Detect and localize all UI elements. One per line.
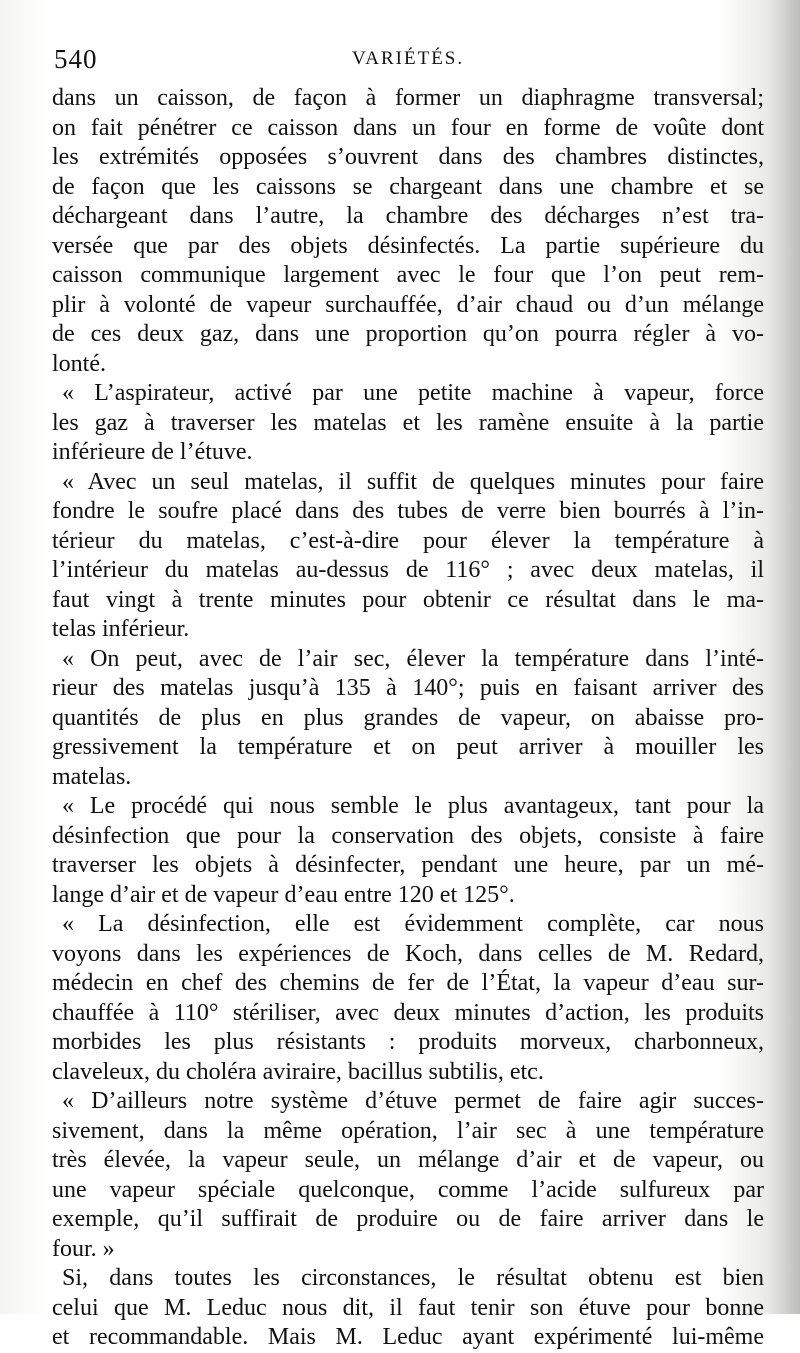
text-line: une vapeur spéciale quelconque, comme l’acide sulfureux par <box>52 1176 764 1203</box>
text-line: « L’aspirateur, activé par une petite machine à vapeur, force <box>62 380 764 406</box>
text-line: chauffée à 110° stériliser, avec deux minutes d’action, les produits <box>52 999 764 1026</box>
text-line: dans un caisson, de façon à former un diaphragme transversal; <box>52 85 764 111</box>
text-line: gressivement la température et on peut arriver à mouiller les <box>52 734 764 760</box>
text-line: on fait pénétrer ce caisson dans un four en forme de voûte dont <box>52 114 764 141</box>
text-line: caisson communique largement avec le four que l’on peut rem- <box>52 262 764 288</box>
text-line: faut vingt à trente minutes pour obtenir ce résultat dans le ma- <box>52 586 764 613</box>
text-line: celui que M. Leduc nous dit, il faut tenir son étuve pour bonne <box>52 1294 764 1321</box>
text-line: très élevée, la vapeur seule, un mélange d’air et de vapeur, ou <box>52 1147 764 1173</box>
text-line: fondre le soufre placé dans des tubes de verre bien bourrés à l’in- <box>52 498 764 524</box>
text-line: sivement, dans la même opération, l’air sec à une température <box>52 1117 764 1144</box>
text-line: « D’ailleurs notre système d’étuve permet de faire agir succes- <box>62 1088 764 1114</box>
page-number: 540 <box>54 44 98 74</box>
text-line: de façon que les caissons se chargeant dans une chambre et se <box>52 173 764 200</box>
text-line: four. » <box>52 1235 115 1262</box>
text-line: quantités de plus en plus grandes de vapeur, on abaisse pro- <box>52 704 764 731</box>
text-line: les gaz à traverser les matelas et les ramène ensuite à la partie <box>52 409 764 436</box>
text-line: de ces deux gaz, dans une proportion qu’on pourra régler à vo- <box>52 321 764 347</box>
text-line: médecin en chef des chemins de fer de l’État, la vapeur d’eau sur- <box>52 970 764 996</box>
text-line: déchargeant dans l’autre, la chambre des décharges n’est tra- <box>52 203 764 229</box>
text-line: plir à volonté de vapeur surchauffée, d’air chaud ou d’un mélange <box>52 291 764 318</box>
text-line: « On peut, avec de l’air sec, élever la température dans l’inté- <box>62 645 764 672</box>
page-header <box>52 40 764 76</box>
text-line: l’intérieur du matelas au-dessus de 116° ; avec deux matelas, il <box>52 557 764 583</box>
text-line: rieur des matelas jusqu’à 135 à 140°; puis en faisant arriver des <box>52 675 764 701</box>
text-line: matelas. <box>52 763 132 790</box>
text-line: Si, dans toutes les circonstances, le résultat obtenu est bien <box>62 1265 764 1291</box>
running-head: VARIÉTÉS. <box>352 48 465 69</box>
text-line: les extrémités opposées s’ouvrent dans des chambres distinctes, <box>52 144 764 170</box>
text-line: « Le procédé qui nous semble le plus avantageux, tant pour la <box>62 793 764 819</box>
text-line: exemple, qu’il suffirait de produire ou de faire arriver dans le <box>52 1206 764 1232</box>
text-line: « La désinfection, elle est évidemment complète, car nous <box>62 911 764 937</box>
text-line: lonté. <box>52 350 106 377</box>
body-text <box>52 84 764 1353</box>
text-line: et recommandable. Mais M. Leduc ayant expérimenté lui-même <box>52 1324 764 1350</box>
text-line: voyons dans les expériences de Koch, dans celles de M. Redard, <box>52 940 764 967</box>
text-line: inférieure de l’étuve. <box>52 439 253 465</box>
text-line: telas inférieur. <box>52 616 190 642</box>
text-line: lange d’air et de vapeur d’eau entre 120 et 125°. <box>52 881 515 908</box>
text-line: térieur du matelas, c’est-à-dire pour élever la température à <box>52 527 764 554</box>
text-line: désinfection que pour la conservation des objets, consiste à faire <box>52 822 764 849</box>
text-line: claveleux, du choléra aviraire, bacillus subtilis, etc. <box>52 1058 544 1085</box>
text-line: versée que par des objets désinfectés. La partie supérieure du <box>52 232 764 259</box>
text-line: traverser les objets à désinfecter, pendant une heure, par un mé- <box>52 852 764 878</box>
text-line: morbides les plus résistants : produits morveux, charbonneux, <box>52 1029 764 1055</box>
text-line: « Avec un seul matelas, il suffit de quelques minutes pour faire <box>62 468 764 495</box>
